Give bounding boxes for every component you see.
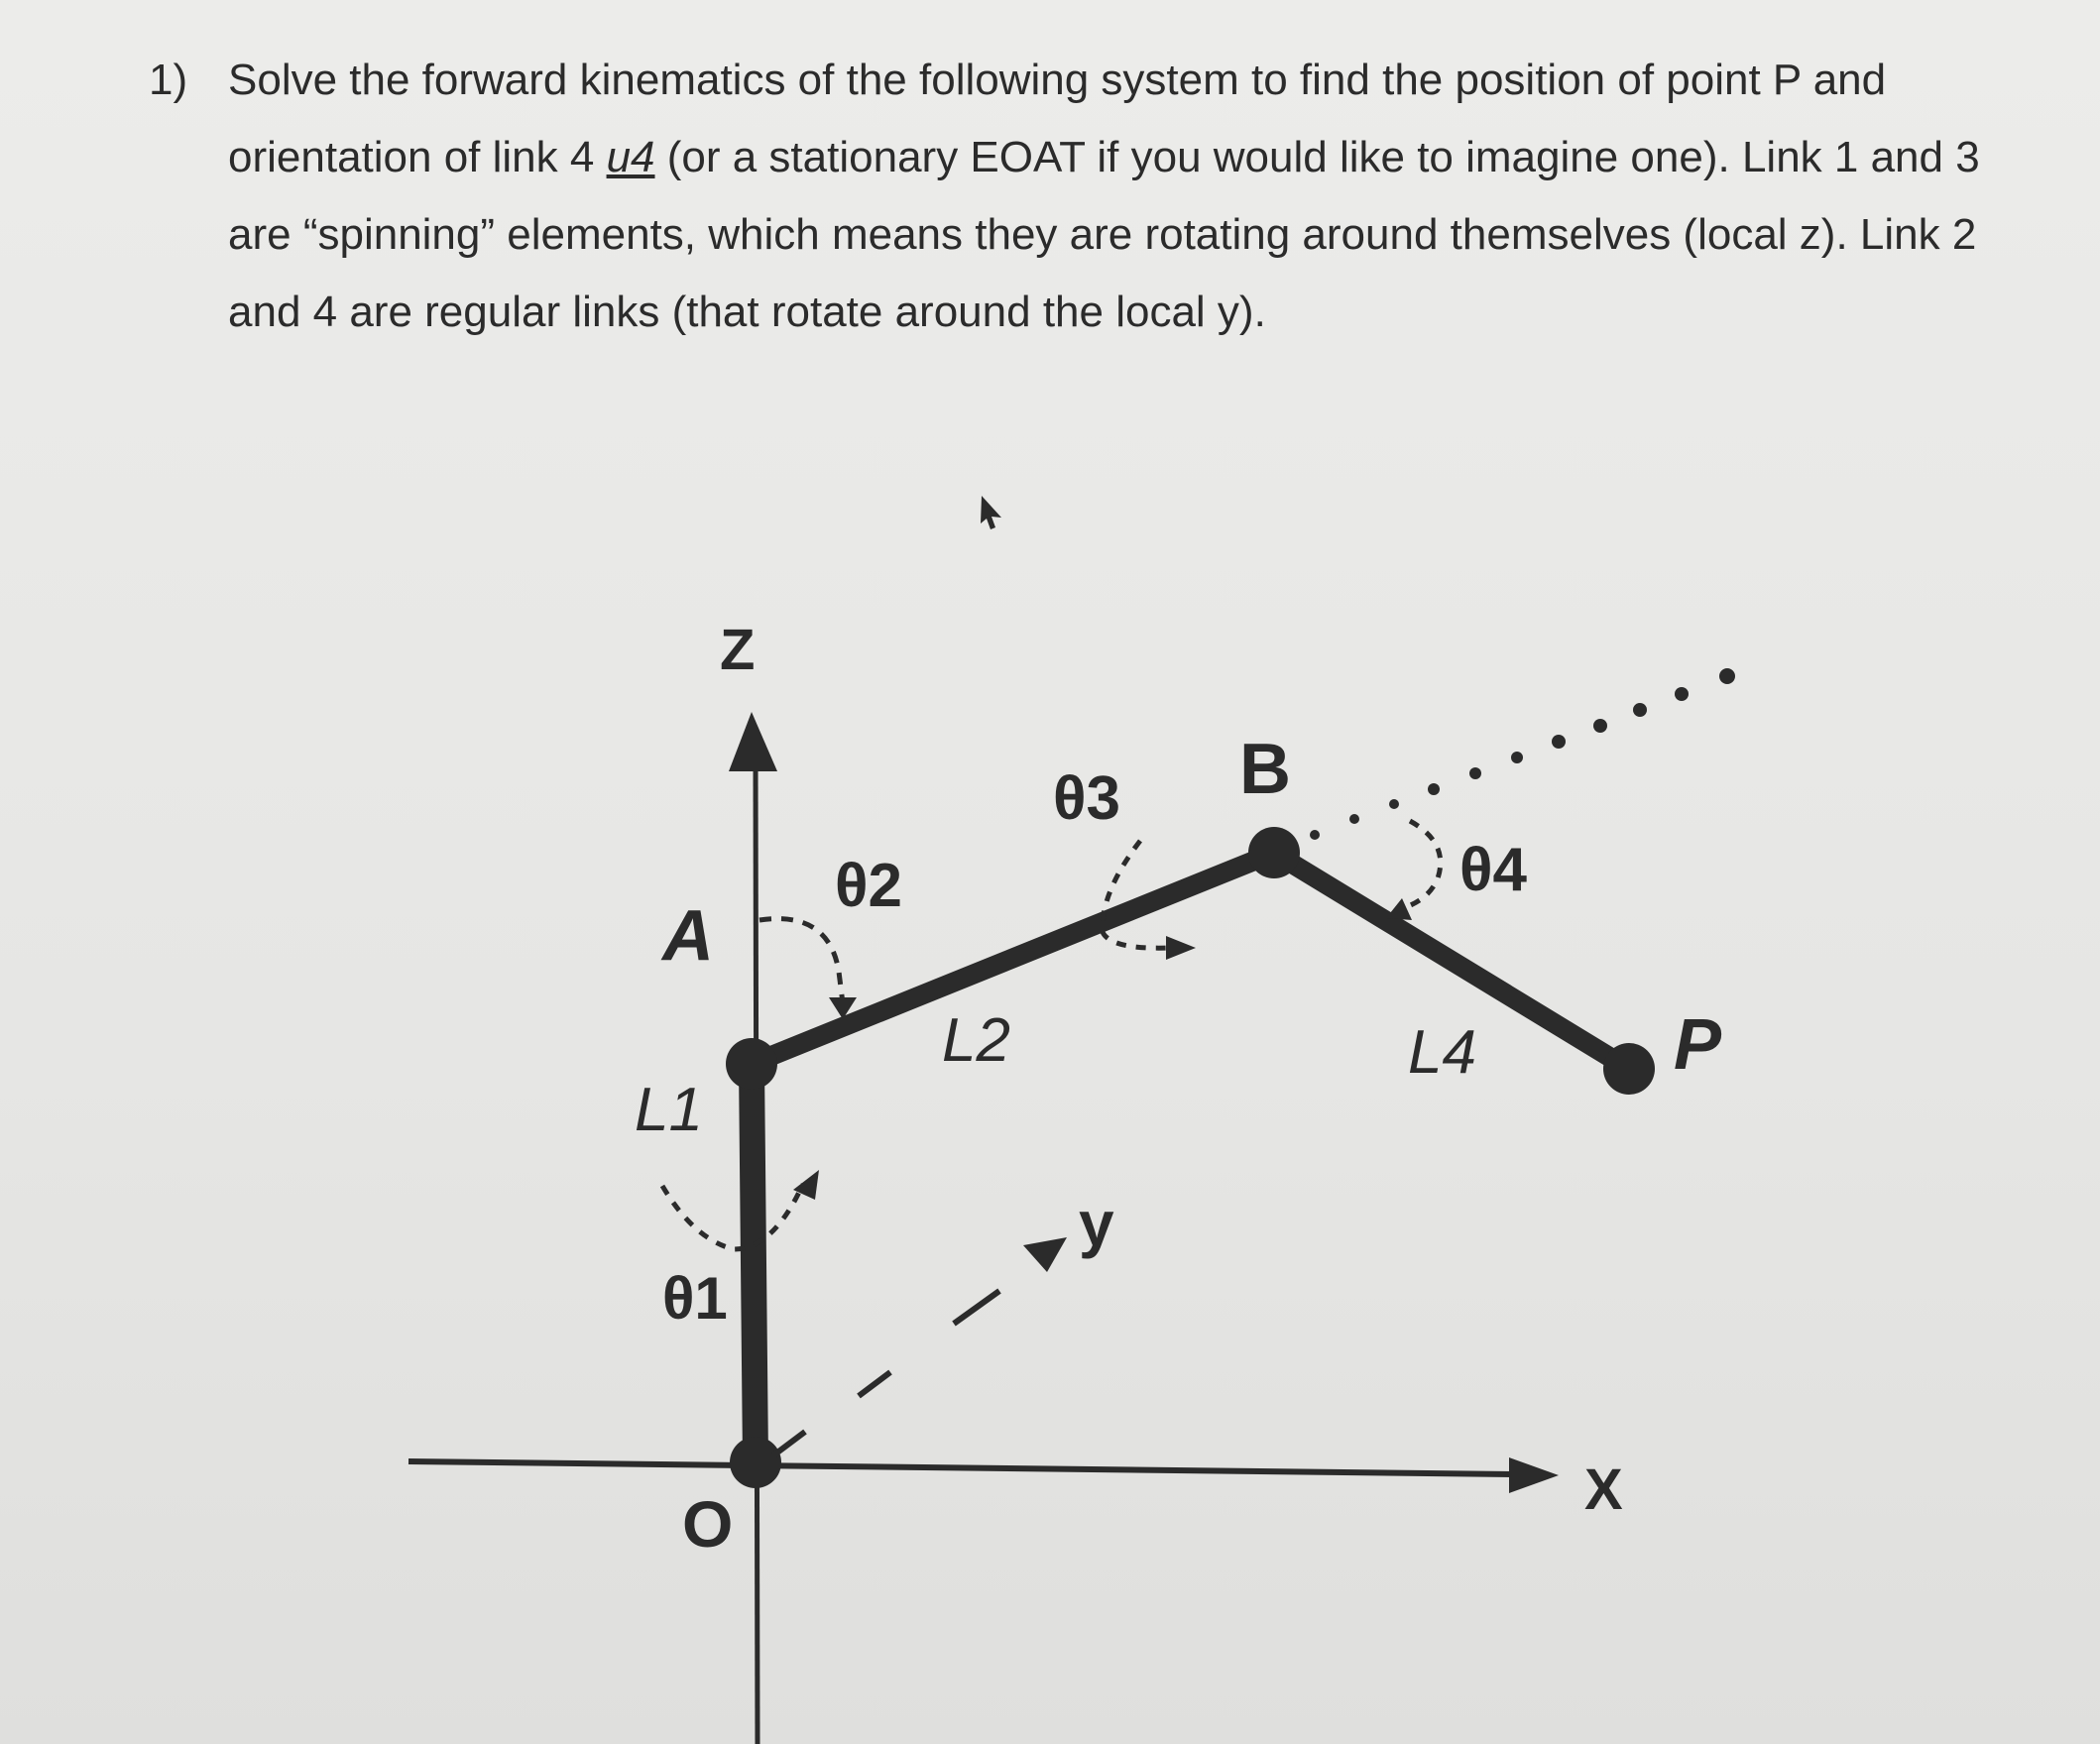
x-axis-line (408, 1461, 1517, 1474)
link2-label: L2 (942, 1006, 1010, 1075)
point-p-label: P (1674, 1005, 1722, 1085)
link2-bar (752, 853, 1274, 1064)
link4-orientation-variable: u4 (606, 133, 655, 181)
joint-b (1248, 827, 1300, 878)
problem-line-4: and 4 are regular links (that rotate around the local y). (228, 288, 1266, 336)
x-axis-label: X (1584, 1457, 1623, 1522)
problem-line-1: Solve the forward kinematics of the following system to find the position of point P and (228, 56, 1887, 104)
point-a-label: A (662, 896, 714, 976)
theta3-label: θ3 (1053, 764, 1120, 833)
problem-number: 1) (149, 56, 188, 104)
theta4-rotation-arc (1396, 821, 1441, 910)
theta4-label: θ4 (1459, 836, 1527, 904)
y-axis-dash-1 (773, 1432, 805, 1455)
mouse-cursor-icon (981, 496, 1001, 529)
origin-label: O (682, 1487, 734, 1561)
theta1-rotation-arc (662, 1184, 803, 1249)
theta3-arrowhead (1166, 936, 1196, 960)
link2-extension-dots (1310, 668, 1735, 840)
theta2-label: θ2 (835, 852, 902, 920)
y-axis-dash-2 (859, 1372, 890, 1396)
joint-a (726, 1038, 777, 1090)
x-axis-arrowhead (1509, 1457, 1559, 1493)
link1-bar (752, 1064, 756, 1462)
problem-line-2-end: (or a stationary EOAT if you would like to imagine one). Link 1 and 3 (654, 133, 1980, 181)
joint-o (730, 1437, 781, 1488)
y-axis-arrowhead (1023, 1237, 1067, 1272)
y-axis-dash-3 (954, 1291, 999, 1324)
link1-label: L1 (635, 1076, 703, 1144)
problem-line-2-start: orientation of link 4 (228, 133, 607, 181)
link4-label: L4 (1408, 1018, 1476, 1087)
theta4-arrowhead (1386, 898, 1412, 920)
theta2-rotation-arc (759, 919, 843, 1003)
theta1-label: θ1 (662, 1265, 728, 1332)
y-axis-label: y (1079, 1188, 1114, 1259)
z-axis-label: Z (720, 618, 756, 682)
z-axis-arrowhead (729, 712, 777, 771)
problem-line-3: are “spinning” elements, which means they are rotating around themselves (local z). Link 2 (228, 210, 1977, 259)
point-b-label: B (1239, 730, 1291, 809)
end-effector-p (1603, 1043, 1655, 1095)
